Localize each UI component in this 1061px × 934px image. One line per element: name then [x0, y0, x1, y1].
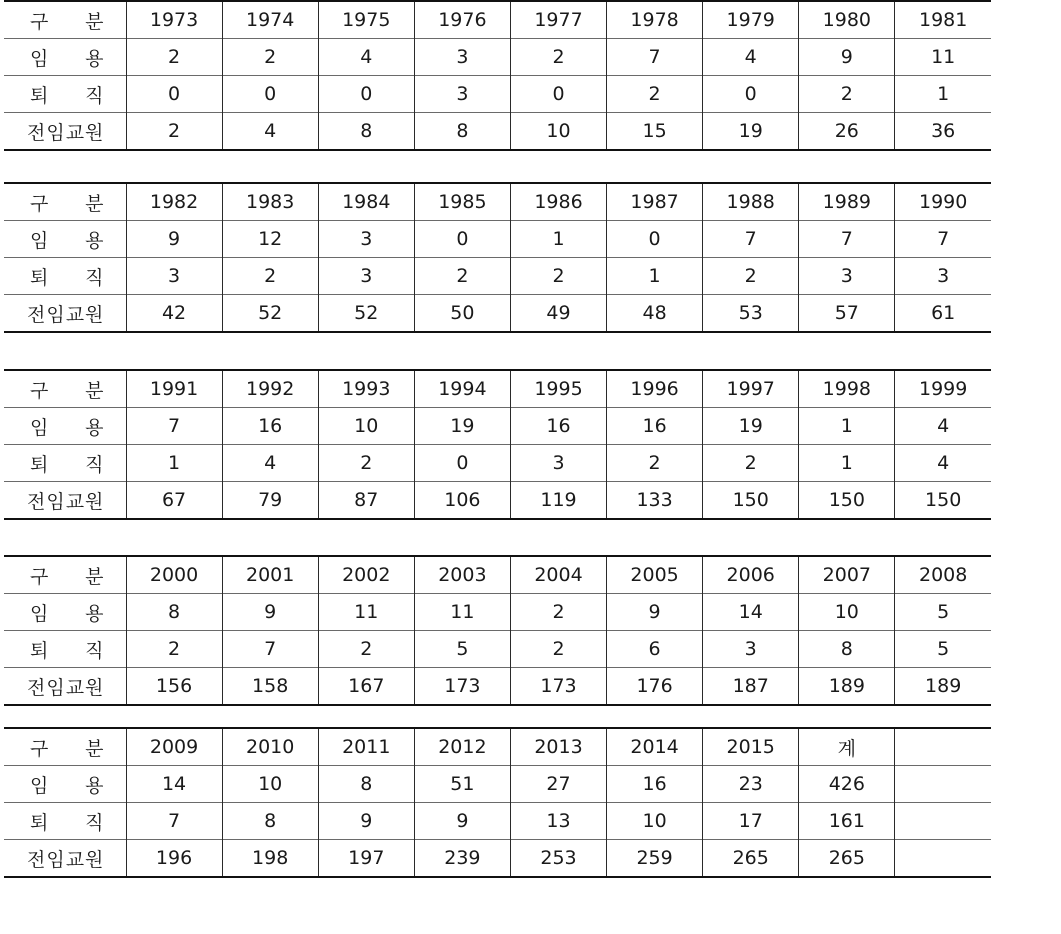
value-cell: 19: [703, 113, 799, 151]
value-cell: 2: [126, 113, 222, 151]
year-cell: 2008: [895, 556, 991, 594]
value-cell: 8: [222, 803, 318, 840]
value-cell: 14: [703, 594, 799, 631]
value-cell: 2: [222, 258, 318, 295]
value-cell: 2: [703, 258, 799, 295]
value-cell: 4: [703, 39, 799, 76]
value-cell: 9: [414, 803, 510, 840]
value-cell: 3: [799, 258, 895, 295]
value-cell: 11: [895, 39, 991, 76]
year-cell: 1982: [126, 183, 222, 221]
year-cell: 1980: [799, 1, 895, 39]
value-cell: 173: [414, 668, 510, 706]
row-label-cell: [4, 482, 126, 520]
year-cell: 1985: [414, 183, 510, 221]
value-cell: 2: [222, 39, 318, 76]
value-cell: 150: [799, 482, 895, 520]
value-cell: 67: [126, 482, 222, 520]
year-cell: 1990: [895, 183, 991, 221]
value-cell: 42: [126, 295, 222, 333]
value-cell: 196: [126, 840, 222, 878]
value-cell: 2: [799, 76, 895, 113]
header-label: 구 분: [30, 737, 104, 760]
value-cell: 19: [414, 408, 510, 445]
row-label: 임 용: [30, 416, 104, 439]
value-cell: 7: [895, 221, 991, 258]
value-cell: 189: [799, 668, 895, 706]
value-cell: 16: [510, 408, 606, 445]
row-label: 전임교원: [27, 303, 105, 326]
value-cell: 133: [607, 482, 703, 520]
year-cell: 1993: [318, 370, 414, 408]
table-3: [4, 369, 991, 520]
year-cell: 2006: [703, 556, 799, 594]
value-cell: 9: [799, 39, 895, 76]
value-cell: 13: [510, 803, 606, 840]
row-label-cell: [4, 1, 126, 39]
year-cell: 1978: [607, 1, 703, 39]
table-row: [4, 258, 991, 295]
value-cell: 9: [607, 594, 703, 631]
value-cell: 106: [414, 482, 510, 520]
value-cell: 8: [318, 113, 414, 151]
value-cell: 2: [607, 76, 703, 113]
value-cell: 2: [510, 258, 606, 295]
value-cell: 87: [318, 482, 414, 520]
value-cell: 3: [318, 221, 414, 258]
row-label-cell: [4, 631, 126, 668]
value-cell: 8: [799, 631, 895, 668]
value-cell: 1: [799, 408, 895, 445]
value-cell: 8: [318, 766, 414, 803]
value-cell: 1: [799, 445, 895, 482]
value-cell: 0: [414, 221, 510, 258]
year-cell: 2005: [607, 556, 703, 594]
year-cell: 2015: [703, 728, 799, 766]
row-label: 임 용: [30, 602, 104, 625]
value-cell: 15: [607, 113, 703, 151]
value-cell: 6: [607, 631, 703, 668]
row-label-cell: [4, 76, 126, 113]
value-cell: 14: [126, 766, 222, 803]
value-cell: 265: [703, 840, 799, 878]
year-cell: [895, 728, 991, 766]
year-cell: 2003: [414, 556, 510, 594]
value-cell: 49: [510, 295, 606, 333]
table-row: [4, 631, 991, 668]
value-cell: 2: [510, 39, 606, 76]
value-cell: 0: [607, 221, 703, 258]
value-cell: 17: [703, 803, 799, 840]
table-row: [4, 594, 991, 631]
value-cell: 5: [895, 631, 991, 668]
value-cell: 16: [607, 766, 703, 803]
value-cell: 173: [510, 668, 606, 706]
row-label: 퇴 직: [30, 811, 104, 834]
row-label-cell: [4, 408, 126, 445]
value-cell: 2: [607, 445, 703, 482]
row-label: 전임교원: [27, 676, 105, 699]
value-cell: 5: [895, 594, 991, 631]
value-cell: 9: [318, 803, 414, 840]
row-label-cell: [4, 668, 126, 706]
header-label: 구 분: [30, 379, 104, 402]
year-cell: 2000: [126, 556, 222, 594]
table-row: [4, 766, 991, 803]
header-row: [4, 370, 991, 408]
value-cell: 4: [222, 113, 318, 151]
value-cell: 2: [510, 594, 606, 631]
value-cell: 2: [318, 631, 414, 668]
value-cell: 48: [607, 295, 703, 333]
year-cell: 1999: [895, 370, 991, 408]
row-label-cell: [4, 295, 126, 333]
value-cell: 52: [318, 295, 414, 333]
table-row: [4, 76, 991, 113]
value-cell: 1: [126, 445, 222, 482]
row-label-cell: [4, 728, 126, 766]
row-label: 퇴 직: [30, 639, 104, 662]
value-cell: 27: [510, 766, 606, 803]
year-cell: 1983: [222, 183, 318, 221]
value-cell: 2: [510, 631, 606, 668]
value-cell: 4: [895, 408, 991, 445]
value-cell: 36: [895, 113, 991, 151]
row-label-cell: [4, 556, 126, 594]
year-cell: 2010: [222, 728, 318, 766]
value-cell: 259: [607, 840, 703, 878]
value-cell: 2: [126, 631, 222, 668]
value-cell: 3: [895, 258, 991, 295]
row-label-cell: [4, 594, 126, 631]
table-2: [4, 182, 991, 333]
row-label: 임 용: [30, 47, 104, 70]
value-cell: 426: [799, 766, 895, 803]
value-cell: 57: [799, 295, 895, 333]
value-cell: 253: [510, 840, 606, 878]
table-row: [4, 39, 991, 76]
value-cell: 1: [607, 258, 703, 295]
table-row: [4, 295, 991, 333]
year-cell: 2004: [510, 556, 606, 594]
row-label-cell: [4, 445, 126, 482]
year-cell: 1986: [510, 183, 606, 221]
value-cell: 239: [414, 840, 510, 878]
header-row: [4, 183, 991, 221]
value-cell: 3: [510, 445, 606, 482]
year-cell: 계: [799, 728, 895, 766]
value-cell: 8: [126, 594, 222, 631]
year-cell: 2012: [414, 728, 510, 766]
value-cell: 3: [126, 258, 222, 295]
value-cell: 4: [222, 445, 318, 482]
value-cell: 52: [222, 295, 318, 333]
row-label: 퇴 직: [30, 84, 104, 107]
year-cell: 1991: [126, 370, 222, 408]
table-row: [4, 221, 991, 258]
value-cell: 11: [414, 594, 510, 631]
value-cell: [895, 803, 991, 840]
value-cell: 7: [799, 221, 895, 258]
value-cell: 12: [222, 221, 318, 258]
value-cell: 198: [222, 840, 318, 878]
year-cell: 1995: [510, 370, 606, 408]
value-cell: 158: [222, 668, 318, 706]
value-cell: 26: [799, 113, 895, 151]
header-row: [4, 556, 991, 594]
value-cell: 53: [703, 295, 799, 333]
value-cell: 1: [895, 76, 991, 113]
value-cell: 10: [607, 803, 703, 840]
year-cell: 1994: [414, 370, 510, 408]
year-cell: 2001: [222, 556, 318, 594]
row-label: 임 용: [30, 229, 104, 252]
value-cell: 11: [318, 594, 414, 631]
year-cell: 1998: [799, 370, 895, 408]
value-cell: 7: [222, 631, 318, 668]
value-cell: 10: [510, 113, 606, 151]
row-label-cell: [4, 258, 126, 295]
value-cell: 7: [126, 803, 222, 840]
row-label-cell: [4, 803, 126, 840]
year-cell: 1973: [126, 1, 222, 39]
value-cell: 3: [414, 76, 510, 113]
row-label: 임 용: [30, 774, 104, 797]
value-cell: 0: [510, 76, 606, 113]
year-cell: 1979: [703, 1, 799, 39]
value-cell: 150: [895, 482, 991, 520]
row-label-cell: [4, 183, 126, 221]
value-cell: 5: [414, 631, 510, 668]
value-cell: 8: [414, 113, 510, 151]
year-cell: 2007: [799, 556, 895, 594]
year-cell: 1984: [318, 183, 414, 221]
value-cell: 0: [126, 76, 222, 113]
row-label: 전임교원: [27, 848, 105, 871]
year-cell: 2011: [318, 728, 414, 766]
year-cell: 2013: [510, 728, 606, 766]
value-cell: 187: [703, 668, 799, 706]
value-cell: 7: [703, 221, 799, 258]
value-cell: 167: [318, 668, 414, 706]
table-4: [4, 555, 991, 706]
table-row: [4, 113, 991, 151]
value-cell: [895, 766, 991, 803]
value-cell: 1: [510, 221, 606, 258]
value-cell: 156: [126, 668, 222, 706]
year-cell: 2009: [126, 728, 222, 766]
value-cell: 189: [895, 668, 991, 706]
year-cell: 1996: [607, 370, 703, 408]
year-cell: 1988: [703, 183, 799, 221]
header-row: [4, 728, 991, 766]
value-cell: 50: [414, 295, 510, 333]
value-cell: 10: [222, 766, 318, 803]
row-label-cell: [4, 840, 126, 878]
year-cell: 2014: [607, 728, 703, 766]
value-cell: 0: [414, 445, 510, 482]
value-cell: 2: [318, 445, 414, 482]
value-cell: 9: [126, 221, 222, 258]
year-cell: 1975: [318, 1, 414, 39]
year-cell: 1974: [222, 1, 318, 39]
table-row: [4, 668, 991, 706]
value-cell: 7: [126, 408, 222, 445]
value-cell: 4: [895, 445, 991, 482]
table-row: [4, 803, 991, 840]
header-label: 구 분: [30, 10, 104, 33]
value-cell: 61: [895, 295, 991, 333]
value-cell: 3: [318, 258, 414, 295]
value-cell: 3: [414, 39, 510, 76]
year-cell: 1981: [895, 1, 991, 39]
value-cell: 79: [222, 482, 318, 520]
value-cell: 7: [607, 39, 703, 76]
value-cell: 10: [799, 594, 895, 631]
row-label-cell: [4, 113, 126, 151]
value-cell: 150: [703, 482, 799, 520]
year-cell: 1977: [510, 1, 606, 39]
header-row: [4, 1, 991, 39]
value-cell: 197: [318, 840, 414, 878]
value-cell: 10: [318, 408, 414, 445]
value-cell: 2: [126, 39, 222, 76]
value-cell: 0: [222, 76, 318, 113]
value-cell: 16: [607, 408, 703, 445]
value-cell: [895, 840, 991, 878]
value-cell: 119: [510, 482, 606, 520]
table-1: [4, 0, 991, 151]
row-label: 전임교원: [27, 490, 105, 513]
value-cell: 16: [222, 408, 318, 445]
year-cell: 1997: [703, 370, 799, 408]
year-cell: 1989: [799, 183, 895, 221]
year-cell: 2002: [318, 556, 414, 594]
year-cell: 1976: [414, 1, 510, 39]
row-label: 퇴 직: [30, 266, 104, 289]
header-label: 구 분: [30, 192, 104, 215]
row-label: 퇴 직: [30, 453, 104, 476]
row-label-cell: [4, 39, 126, 76]
value-cell: 51: [414, 766, 510, 803]
value-cell: 2: [414, 258, 510, 295]
value-cell: 161: [799, 803, 895, 840]
table-row: [4, 482, 991, 520]
value-cell: 176: [607, 668, 703, 706]
row-label-cell: [4, 221, 126, 258]
value-cell: 9: [222, 594, 318, 631]
value-cell: 0: [318, 76, 414, 113]
table-row: [4, 408, 991, 445]
value-cell: 3: [703, 631, 799, 668]
value-cell: 0: [703, 76, 799, 113]
header-label: 구 분: [30, 565, 104, 588]
row-label-cell: [4, 370, 126, 408]
value-cell: 19: [703, 408, 799, 445]
table-row: [4, 840, 991, 878]
value-cell: 23: [703, 766, 799, 803]
value-cell: 4: [318, 39, 414, 76]
year-cell: 1987: [607, 183, 703, 221]
row-label-cell: [4, 766, 126, 803]
table-row: [4, 445, 991, 482]
row-label: 전임교원: [27, 121, 105, 144]
table-5: [4, 727, 991, 878]
value-cell: 2: [703, 445, 799, 482]
value-cell: 265: [799, 840, 895, 878]
year-cell: 1992: [222, 370, 318, 408]
